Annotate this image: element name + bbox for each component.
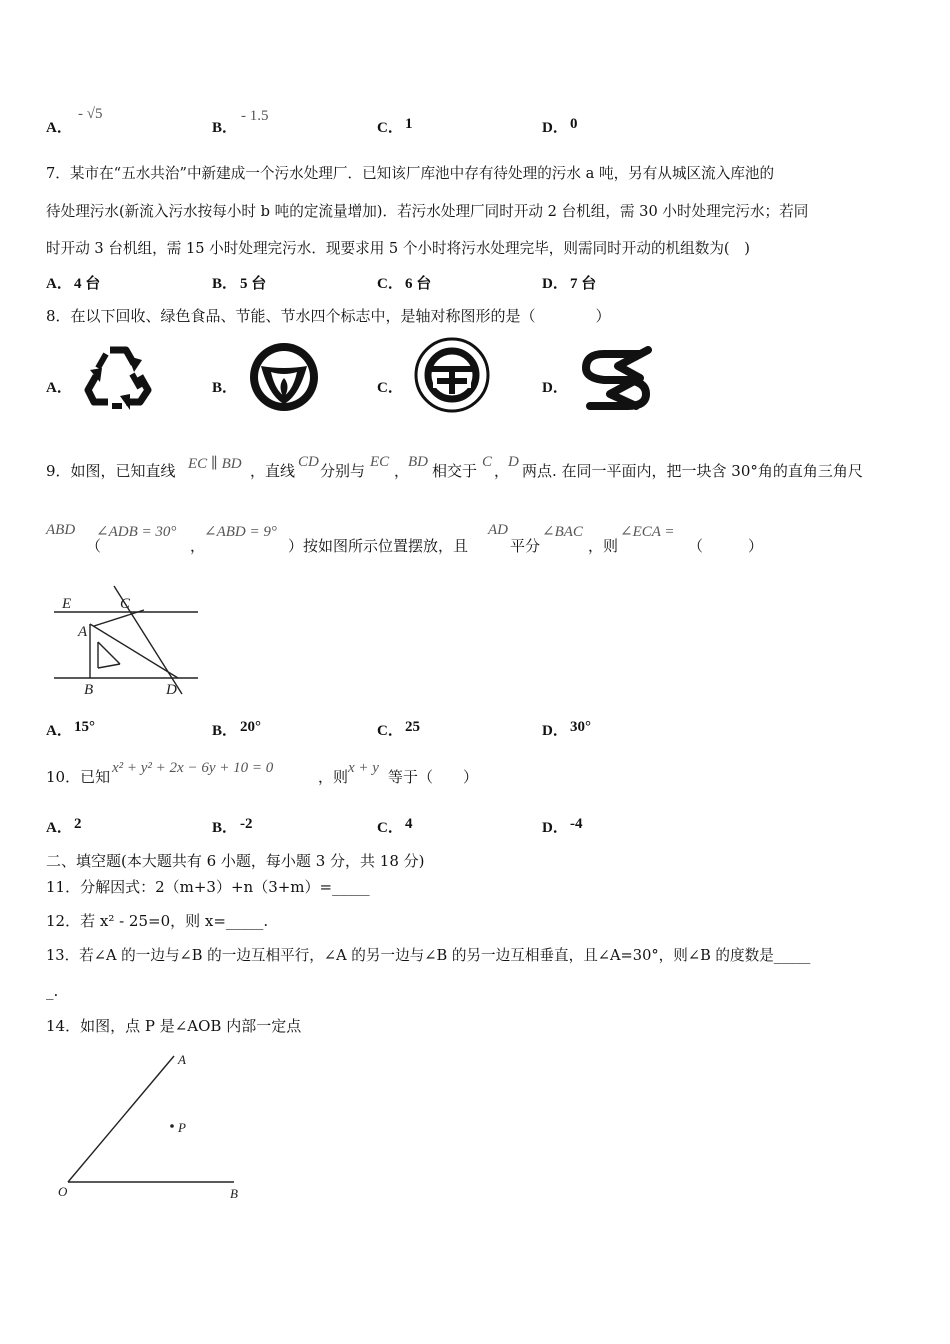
q10-option-c-value: 4: [405, 816, 413, 832]
q14-figure: [52, 1048, 252, 1206]
q9-figure: [46, 582, 206, 700]
recycle-icon: [82, 340, 154, 412]
q9-math-angle-abd: ∠ABD = 9°: [204, 524, 277, 540]
q8-option-a-letter: A．: [46, 380, 72, 396]
q7-stem-line2: 待处理污水(新流入污水按每小时 b 吨的定流量增加)．若污水处理厂同时开动 2 台机组，需 30 小时处理完污水；若同: [46, 203, 809, 220]
q7-option-a-letter: A．: [46, 276, 72, 292]
q10-option-a-letter: A．: [46, 820, 72, 836]
q6-option-a-letter: A．: [46, 120, 72, 136]
q9-text-1: 9．如图，已知直线: [46, 462, 176, 480]
q7-option-d-letter: D．: [542, 276, 568, 292]
energy-saving-icon: [413, 336, 491, 414]
q10-math-equation: x² + y² + 2x − 6y + 10 = 0: [112, 760, 274, 776]
q6-option-b-letter: B．: [212, 120, 238, 136]
q9-text-3: 分别与: [320, 462, 366, 480]
q7-stem-line3: 时开动 3 台机组，需 15 小时处理完污水．现要求用 5 个小时将污水处理完毕，则需同时开动的机组数为( ): [46, 240, 750, 257]
q9-option-d-value: 30°: [570, 719, 591, 735]
q6-option-c-value: 1: [405, 116, 413, 132]
q9-fig-label-e: E: [62, 596, 72, 612]
q9-text-9: ，: [190, 537, 206, 555]
q10-option-d-letter: D．: [542, 820, 568, 836]
q9-math-bd: BD: [408, 454, 428, 470]
q9-text-5: 相交于: [432, 462, 478, 480]
q14-fig-label-b: B: [230, 1186, 238, 1201]
q9-math-ec-parallel-bd: EC ∥ BD: [188, 456, 242, 472]
q6-option-a-value: - √5: [78, 106, 103, 122]
q8-option-b-letter: B．: [212, 380, 238, 396]
q7-stem-line1: 7．某市在“五水共治”中新建成一个污水处理厂．已知该厂库池中存有待处理的污水 a 吨，另有从城区流入库池的: [46, 165, 775, 182]
q6-option-b-value: - 1.5: [241, 108, 269, 124]
q9-fig-label-b: B: [84, 682, 94, 698]
q8-stem: 8．在以下回收、绿色食品、节能、节水四个标志中，是轴对称图形的是（ ）: [46, 307, 611, 325]
q10-text-2: ，则: [318, 768, 349, 786]
q9-option-d-letter: D．: [542, 723, 568, 739]
q9-math-ec: EC: [370, 454, 390, 470]
q9-math-angle-adb: ∠ADB = 30°: [96, 524, 177, 540]
q9-text-4: ，: [394, 462, 410, 480]
q10-option-c-letter: C．: [377, 820, 403, 836]
question-13-line2: _.: [46, 982, 59, 1000]
q9-text-7: 两点. 在同一平面内，把一块含 30°角的直角三角尺: [522, 462, 863, 480]
q7-option-b-letter: B．: [212, 276, 238, 292]
q8-option-c-letter: C．: [377, 380, 403, 396]
question-14: 14．如图，点 P 是∠AOB 内部一定点: [46, 1017, 302, 1035]
q6-option-c-letter: C．: [377, 120, 403, 136]
q9-math-cd: CD: [298, 454, 319, 470]
q9-text-8: （: [86, 537, 102, 555]
q9-text-2: ，直线: [250, 462, 296, 480]
q14-fig-label-o: O: [58, 1184, 68, 1199]
q9-text-12: ，则: [588, 537, 619, 555]
q10-option-b-value: -2: [240, 816, 253, 832]
green-food-icon: [247, 340, 321, 414]
q9-text-13: （ ）: [688, 537, 764, 555]
q10-text-1: 10．已知: [46, 768, 111, 786]
q10-option-a-value: 2: [74, 816, 82, 832]
q9-option-b-letter: B．: [212, 723, 238, 739]
q9-option-c-value: 25: [405, 719, 420, 735]
water-saving-icon: [574, 344, 658, 414]
q9-text-10: ）按如图所示位置摆放，且: [288, 537, 469, 555]
q9-fig-label-a: A: [78, 624, 88, 640]
section-heading-fill-in: 二、填空题(本大题共有 6 小题，每小题 3 分，共 18 分): [46, 852, 425, 870]
q7-option-c-letter: C．: [377, 276, 403, 292]
q10-math-sum: x + y: [348, 760, 379, 776]
q9-option-a-letter: A．: [46, 723, 72, 739]
q9-math-c: C: [482, 454, 493, 470]
q7-option-d-value: 7 台: [570, 276, 597, 292]
q10-option-d-value: -4: [570, 816, 583, 832]
q9-math-angle-eca: ∠ECA =: [620, 524, 675, 540]
q9-fig-label-c: C: [120, 596, 131, 612]
question-11: 11．分解因式：2（m+3）+n（3+m）=_____: [46, 878, 370, 896]
q14-fig-label-p: P: [178, 1120, 186, 1135]
q7-option-a-value: 4 台: [74, 276, 101, 292]
q9-math-d: D: [508, 454, 519, 470]
q9-option-a-value: 15°: [74, 719, 95, 735]
question-13-line1: 13．若∠A 的一边与∠B 的一边互相平行，∠A 的另一边与∠B 的另一边互相垂直，且∠A=30°，则∠B 的度数是_____: [46, 947, 811, 964]
q9-math-abd: ABD: [46, 522, 76, 538]
q10-text-3: 等于（ ）: [388, 768, 479, 786]
q6-option-d-letter: D．: [542, 120, 568, 136]
q9-text-6: ，: [494, 462, 510, 480]
q9-math-ad: AD: [488, 522, 508, 538]
q9-text-11: 平分: [510, 537, 541, 555]
q8-option-d-letter: D．: [542, 380, 568, 396]
q7-option-c-value: 6 台: [405, 276, 432, 292]
q7-option-b-value: 5 台: [240, 276, 267, 292]
q9-fig-label-d: D: [166, 682, 177, 698]
q10-option-b-letter: B．: [212, 820, 238, 836]
q9-option-b-value: 20°: [240, 719, 261, 735]
q9-option-c-letter: C．: [377, 723, 403, 739]
q14-fig-label-a: A: [178, 1052, 186, 1067]
q6-option-d-value: 0: [570, 116, 578, 132]
question-12: 12．若 x² - 25=0，则 x=_____.: [46, 912, 269, 930]
q9-math-angle-bac: ∠BAC: [542, 524, 583, 540]
